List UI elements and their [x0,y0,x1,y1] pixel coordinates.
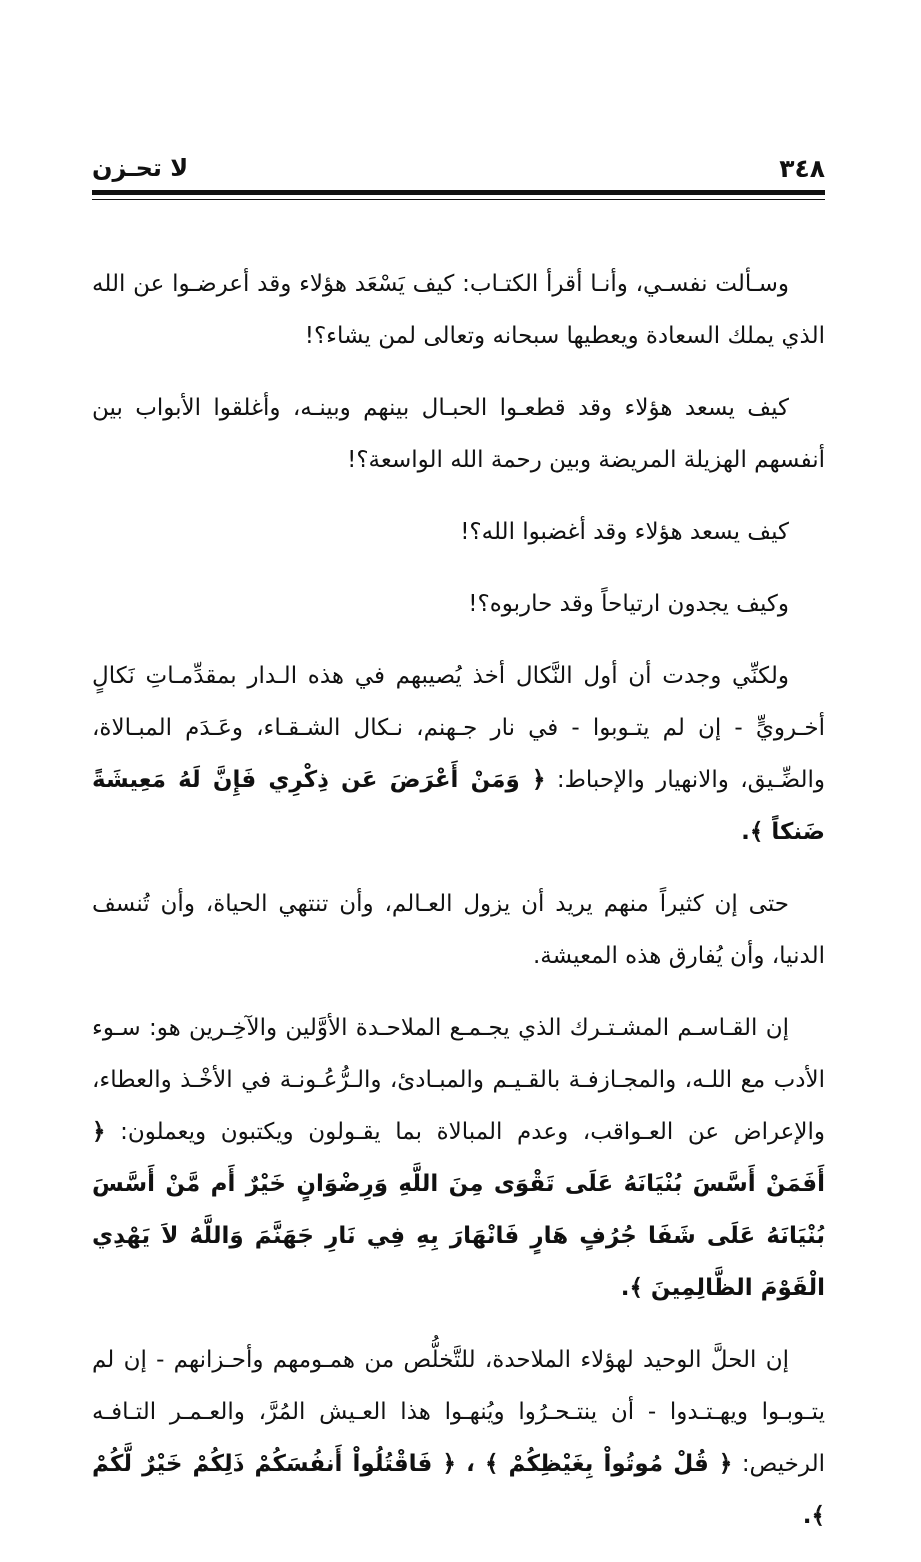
paragraph-text: إن الحلَّ الوحيد لهؤلاء الملاحدة، للتَّخلُّص من همـومهم وأحـزانهم - إن لم يتـوبـوا ويهـتـدوا - أن ينتـحـرُوا ويُنهـوا هذا العـيش المُرَّ، والعـمـر التـافـه الرخيص: [92,1347,825,1477]
quran-verse: ﴿ وَمَنْ أَعْرَضَ عَن ذِكْرِي فَإِنَّ لَهُ مَعِيشَةً ضَنكاً ﴾. [92,767,825,845]
paragraph-text: كيف يسعد هؤلاء وقد أغضبوا الله؟! [460,519,789,545]
header-rule-thin [92,199,825,200]
paragraph-8 [92,1334,825,1542]
paragraph-7 [92,1002,825,1314]
header-rule-thick [92,190,825,195]
page-number: ٣٤٨ [779,154,825,183]
quran-verse: ﴿ قُلْ مُوتُواْ بِغَيْظِكُمْ ﴾ ، ﴿ فَاقْتُلُواْ أَنفُسَكُمْ ذَلِكُمْ خَيْرٌ لَّكُمْ ﴾. [92,1451,825,1529]
paragraph-4 [92,578,825,630]
paragraph-1 [92,258,825,362]
running-header [92,150,825,188]
body-text [92,258,825,1562]
quran-verse: ﴿ أَفَمَنْ أَسَّسَ بُنْيَانَهُ عَلَى تَقْوَى مِنَ اللَّهِ وَرِضْوَانٍ خَيْرٌ أَم مَّنْ أَسَّسَ بُنْيَانَهُ عَلَى شَفَا جُرُفٍ هَارٍ فَانْهَارَ بِهِ فِي نَارِ جَهَنَّمَ وَاللَّهُ لاَ يَهْدِي الْقَوْمَ الظَّالِمِينَ ﴾. [92,1119,825,1301]
paragraph-text: وسـألت نفسـي، وأنـا أقرأ الكتـاب: كيف يَسْعَد هؤلاء وقد أعرضـوا عن الله الذي يملك السعادة ويعطيها سبحانه وتعالى لمن يشاء؟! [92,271,825,349]
paragraph-text: إن القـاسـم المشـتـرك الذي يجـمـع الملاحـدة الأوَّلين والآخِـرين هو: سـوء الأدب مع اللـه، والمجـازفـة بالقـيـم والمبـادئ، والـرُّعُـونـة في الأخْـذ والعطاء، والإعراض عن العـواقب، وعدم المبالاة بما يقـولون ويكتبون ويعملون: [92,1015,826,1145]
paragraph-text: حتى إن كثيراً منهم يريد أن يزول العـالم، وأن تنتهي الحياة، وأن تُنسف الدنيا، وأن يُفارق هذه المعيشة. [92,891,825,969]
paragraph-2 [92,382,825,486]
paragraph-text: ولكنِّي وجدت أن أول النَّكال أخذ يُصيبهم في هذه الـدار بمقدِّمـاتِ نَكالٍ أخـرويٍّ - إن لم يتـوبوا - في نار جـهنم، نـكال الشـقـاء، وعَـدَم المبـالاة، والضِّـيق، والانهيار والإحباط: [92,663,825,793]
book-title: لا تحـزن [92,154,189,182]
paragraph-3 [92,506,825,558]
paragraph-text: كيف يسعد هؤلاء وقد قطعـوا الحبـال بينهم وبينـه، وأغلقوا الأبواب بين أنفسهم الهزيلة المريضة وبين رحمة الله الواسعة؟! [92,395,825,473]
paragraph-5 [92,650,825,858]
paragraph-6 [92,878,825,982]
paragraph-text: وكيف يجدون ارتياحاً وقد حاربوه؟! [468,591,789,617]
